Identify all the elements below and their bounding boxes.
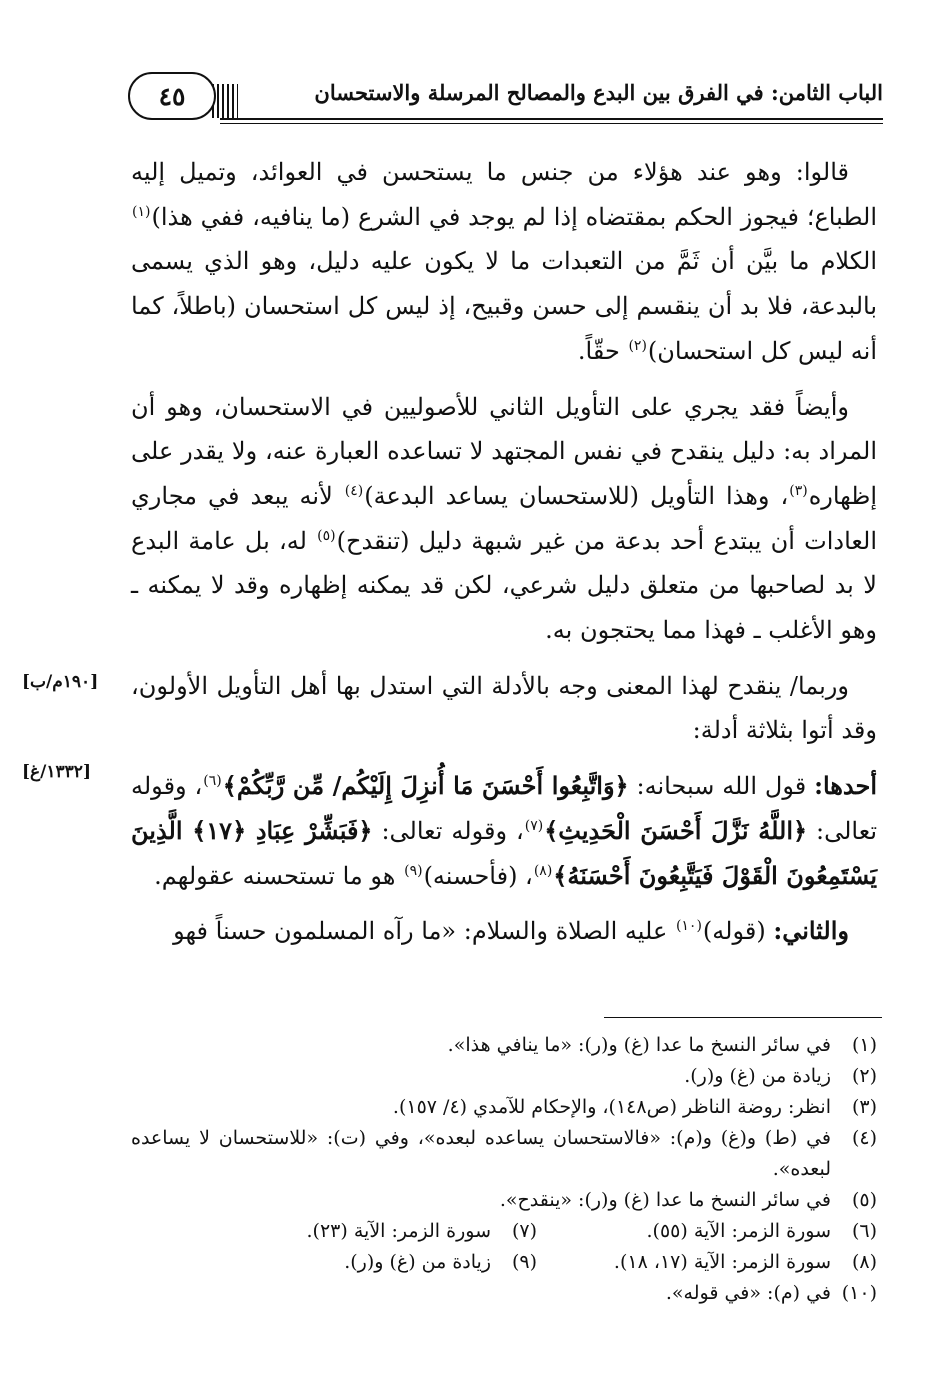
- footnote-ref-5[interactable]: (٥): [317, 527, 336, 544]
- paragraph-3: وربما/ ينقدح لهذا المعنى وجه بالأدلة التي استدل بها أهل التأويل الأولون، وقد أتوا بثلاثة أدلة:: [131, 671, 877, 745]
- footnote-ref-3[interactable]: (٣): [789, 482, 808, 499]
- footnote-separator: [604, 1017, 882, 1018]
- second-evidence-heading: والثاني:: [773, 916, 849, 946]
- paragraph-2: وأيضاً فقد يجري على التأويل الثاني للأصوليين في الاستحسان، وهو أن المراد به: دليل ينقدح في نفس المجتهد لا تساعده العبارة عنه، ولا يقدر على إظهاره$^{(٣)}$، وهذا التأويل (للاستحسان يساعد البدعة)$^{(٤)}$ لأنه يبعد في مجاري العادات أن يبتدع أحد بدعة من غير شبهة دليل (تنقدح)$^{(٥)}$ له، بل عامة البدع لا بد لصاحبها من متعلق دليل شرعي، لكن قد يمكنه إظهاره وقد لا يمكنه ـ وهو الأغلب ـ فهذا مما يحتجون به.: [131, 392, 877, 645]
- paragraph-5: والثاني: (قوله)$^{(١٠)}$ عليه الصلاة والسلام: «ما رآه المسلمون حسناً فهو: [173, 916, 849, 946]
- page-number-badge: [128, 72, 216, 120]
- page-badge-ornament: [212, 84, 238, 118]
- quran-verse-2: ﴿اللَّهُ نَزَّلَ أَحْسَنَ الْحَدِيثِ﴾: [544, 815, 808, 845]
- main-text: [131, 150, 877, 965]
- running-title: الباب الثامن: في الفرق بين البدع والمصالح المرسلة والاستحسان: [314, 80, 883, 105]
- footnote-ref-8[interactable]: (٨): [533, 862, 553, 879]
- footnote-10: (١٠) في (م): «في قوله».: [665, 1282, 877, 1304]
- footnote-row-6-7: [131, 1216, 877, 1247]
- page-number: ٤٥: [158, 81, 186, 111]
- margin-note-ms-1332: [١٣٣٢/غ]: [22, 762, 91, 782]
- paragraph-4: أحدها: قول الله سبحانه: ﴿وَاتَّبِعُوا أَحْسَنَ مَا أُنزِلَ إِلَيْكُم/ مِّن رَّبِّكُمْ﴾$^{(٦)}$، وقوله تعالى: ﴿اللَّهُ نَزَّلَ أَحْسَنَ الْحَدِيثِ﴾$^{(٧)}$، وقوله تعالى: ﴿فَبَشِّرْ عِبَادِ ﴿١٧﴾ الَّذِينَ يَسْتَمِعُونَ الْقَوْلَ فَيَتَّبِعُونَ أَحْسَنَهُ﴾$^{(٨)}$، (فأحسنه)$^{(٩)}$ هو ما تستحسنه عقولهم.: [131, 771, 878, 890]
- footnote-ref-10[interactable]: (١٠): [675, 918, 702, 935]
- footnote-4: (٤) في (ط) و(غ) و(م): «فالاستحسان يساعده لبعده»، وفي (ت): «للاستحسان لا يساعده لبعده».: [131, 1127, 877, 1180]
- footnote-ref-4[interactable]: (٤): [344, 482, 364, 499]
- footnote-2: (٢) زيادة من (غ) و(ر).: [684, 1065, 877, 1087]
- header-rule-thin: [220, 123, 883, 124]
- quran-verse-3: ﴿فَبَشِّرْ عِبَادِ ﴿١٧﴾ الَّذِينَ يَسْتَمِعُونَ الْقَوْلَ فَيَتَّبِعُونَ أَحْسَنَهُ﴾: [131, 815, 877, 890]
- footnote-5: (٥) في سائر النسخ ما عدا (غ) و(ر): «ينقدح».: [499, 1189, 877, 1211]
- footnote-3: (٣) انظر: روضة الناظر (ص١٤٨)، والإحكام للآمدي (٤/ ١٥٧).: [392, 1096, 877, 1118]
- page-header: [128, 62, 883, 126]
- footnote-ref-2[interactable]: (٢): [628, 337, 647, 354]
- footnote-7: (٧) سورة الزمر: الآية (٢٣).: [306, 1220, 537, 1242]
- footnote-6: (٦) سورة الزمر: الآية (٥٥).: [646, 1220, 877, 1242]
- footnote-9: (٩) زيادة من (غ) و(ر).: [344, 1251, 537, 1273]
- first-evidence-heading: أحدها:: [814, 771, 878, 801]
- paragraph-1: قالوا: وهو عند هؤلاء من جنس ما يستحسن في العوائد، وتميل إليه الطباع؛ فيجوز الحكم بمقتضاه إذا لم يوجد في الشرع (ما ينافيه، ففي هذا)$^{(١)}$ الكلام ما بيَّن أن ثَمَّ من التعبدات ما لا يكون عليه دليل، وهو الذي يسمى بالبدعة، فلا بد أن ينقسم إلى حسن وقبيح، إذ ليس كل استحسان (باطلاً، كما أنه ليس كل استحسان)$^{(٢)}$ حقّاً.: [131, 158, 877, 365]
- footnote-row-8-9: [131, 1247, 877, 1278]
- footnote-ref-9[interactable]: (٩): [404, 862, 423, 879]
- footnote-ref-7[interactable]: (٧): [524, 817, 544, 834]
- footnote-8: (٨) سورة الزمر: الآية (١٧، ١٨).: [613, 1251, 877, 1273]
- footnote-1: (١) في سائر النسخ ما عدا (غ) و(ر): «ما ينافي هذا».: [447, 1034, 877, 1056]
- footnote-ref-6[interactable]: (٦): [203, 773, 222, 790]
- header-rule: [220, 118, 883, 120]
- footnotes: [131, 1030, 877, 1309]
- margin-note-ms-190: [١٩٠م/ب]: [22, 672, 99, 692]
- quran-verse-1: ﴿وَاتَّبِعُوا أَحْسَنَ مَا أُنزِلَ إِلَيْكُم/ مِّن رَّبِّكُمْ﴾: [222, 771, 629, 801]
- footnote-ref-1[interactable]: (١): [132, 203, 151, 220]
